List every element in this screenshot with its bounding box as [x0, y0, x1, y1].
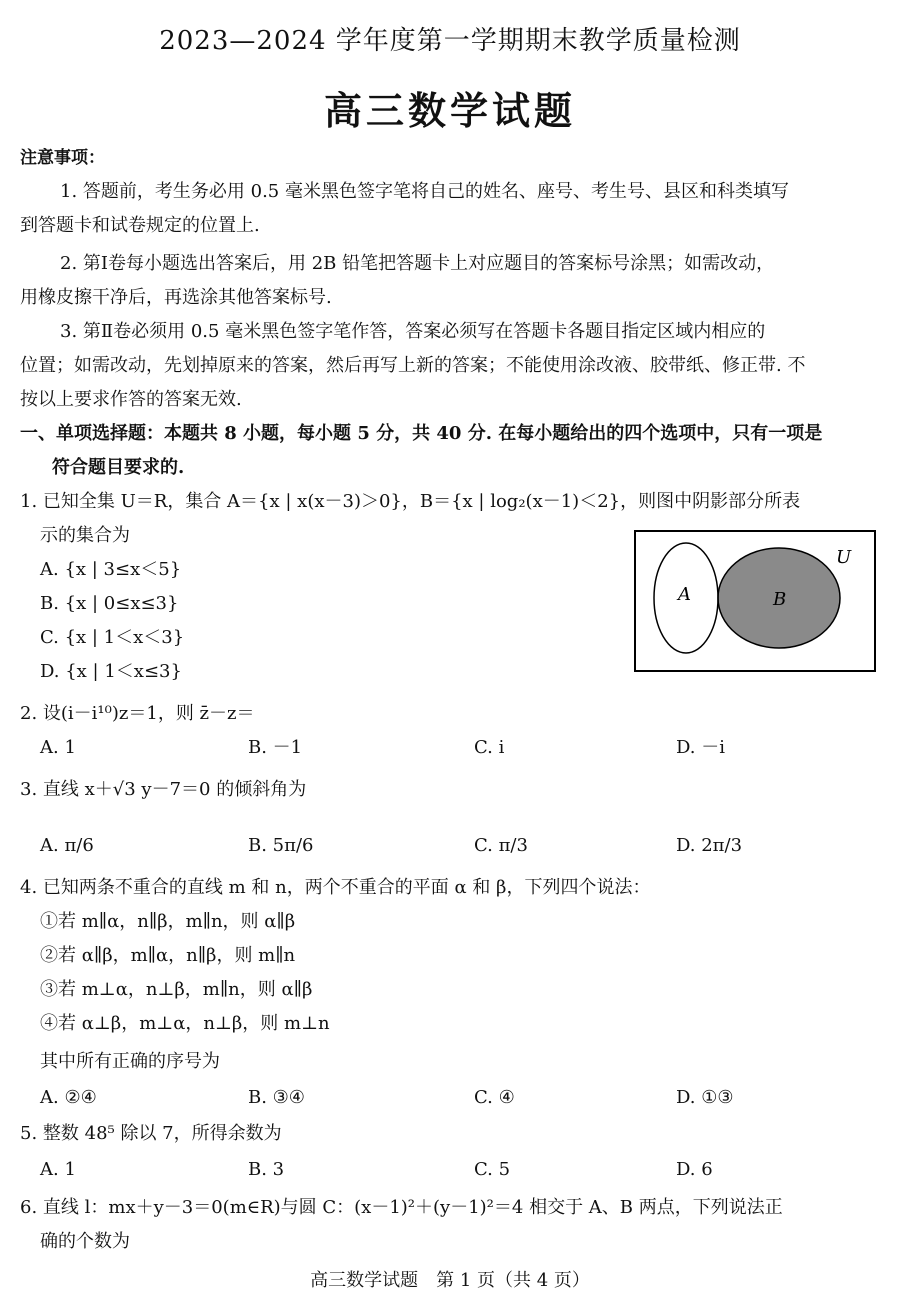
question-4-statement-2: ②若 α∥β，m∥α，n∥β，则 m∥n [40, 945, 296, 966]
notice-item-3-line-1: 3. 第Ⅱ卷必须用 0.5 毫米黑色签字笔作答，答案必须写在答题卡各题目指定区域内相应的 [60, 321, 766, 342]
venn-diagram [634, 530, 876, 672]
exam-title: 2023—2024 学年度第一学期期末教学质量检测 [159, 26, 741, 56]
question-1-option-c: C. {x | 1＜x＜3} [40, 627, 185, 648]
question-4-statement-4: ④若 α⊥β，m⊥α，n⊥β，则 m⊥n [40, 1013, 330, 1034]
notice-item-2-line-2: 用橡皮擦干净后，再选涂其他答案标号. [20, 287, 332, 308]
question-1-stem-line-1: 1. 已知全集 U＝R，集合 A＝{x | x(x－3)＞0}，B＝{x | log₂(x－1)＜2}，则图中阴影部分所表 [20, 491, 801, 512]
venn-label-b: B [773, 589, 787, 610]
question-4-statement-1: ①若 m∥α，n∥β，m∥n，则 α∥β [40, 911, 296, 932]
subject-title: 高三数学试题 [323, 88, 576, 133]
notice-item-2-line-1: 2. 第Ⅰ卷每小题选出答案后，用 2B 铅笔把答题卡上对应题目的答案标号涂黑；如需改动， [60, 253, 775, 274]
question-4-option-a: A. ②④ [40, 1087, 97, 1108]
question-3-option-b: B. 5π/6 [248, 835, 314, 856]
question-2-option-d: D. －i [676, 737, 725, 758]
question-3-option-d: D. 2π/3 [676, 835, 743, 856]
notice-item-3-line-3: 按以上要求作答的答案无效. [20, 389, 242, 410]
venn-label-a: A [678, 584, 691, 605]
question-1-option-b: B. {x | 0≤x≤3} [40, 593, 179, 614]
question-4-ask: 其中所有正确的序号为 [40, 1051, 220, 1072]
question-5-option-c: C. 5 [474, 1159, 511, 1180]
question-5-option-b: B. 3 [248, 1159, 285, 1180]
notice-item-1-line-2: 到答题卡和试卷规定的位置上. [20, 215, 260, 236]
notice-heading: 注意事项： [20, 148, 105, 168]
section-1-heading-line-1: 一、单项选择题：本题共 8 小题，每小题 5 分，共 40 分. 在每小题给出的四个选项中，只有一项是 [20, 423, 823, 444]
question-6-stem-line-1: 6. 直线 l：mx＋y－3＝0(m∈R)与圆 C：(x－1)²＋(y－1)²＝4 相交于 A、B 两点，下列说法正 [20, 1197, 783, 1218]
question-5-stem: 5. 整数 48⁵ 除以 7，所得余数为 [20, 1123, 282, 1144]
venn-label-u: U [836, 547, 852, 568]
notice-item-1-line-1: 1. 答题前，考生务必用 0.5 毫米黑色签字笔将自己的姓名、座号、考生号、县区和科类填写 [60, 181, 789, 202]
question-2-stem: 2. 设(i－i¹⁰)z＝1，则 z̄－z＝ [20, 703, 255, 724]
question-3-stem: 3. 直线 x＋√3 y－7＝0 的倾斜角为 [20, 779, 307, 800]
notice-item-3-line-2: 位置；如需改动，先划掉原来的答案，然后再写上新的答案；不能使用涂改液、胶带纸、修正带. 不 [20, 355, 806, 376]
question-4-stem: 4. 已知两条不重合的直线 m 和 n，两个不重合的平面 α 和 β，下列四个说法： [20, 877, 651, 898]
section-1-heading-line-2: 符合题目要求的. [52, 457, 185, 478]
question-1-stem-line-2: 示的集合为 [40, 525, 130, 546]
question-2-option-a: A. 1 [40, 737, 76, 758]
question-1-option-a: A. {x | 3≤x＜5} [40, 559, 182, 580]
question-5-option-d: D. 6 [676, 1159, 713, 1180]
question-2-option-c: C. i [474, 737, 505, 758]
question-3-option-c: C. π/3 [474, 835, 528, 856]
question-4-option-c: C. ④ [474, 1087, 515, 1108]
question-1-option-d: D. {x | 1＜x≤3} [40, 661, 182, 682]
question-4-option-d: D. ①③ [676, 1087, 734, 1108]
question-5-option-a: A. 1 [40, 1159, 76, 1180]
question-2-option-b: B. －1 [248, 737, 303, 758]
question-4-option-b: B. ③④ [248, 1087, 305, 1108]
page-footer: 高三数学试题 第 1 页（共 4 页） [310, 1270, 590, 1291]
question-6-stem-line-2: 确的个数为 [40, 1231, 130, 1252]
question-3-option-a: A. π/6 [40, 835, 94, 856]
question-4-statement-3: ③若 m⊥α，n⊥β，m∥n，则 α∥β [40, 979, 313, 1000]
